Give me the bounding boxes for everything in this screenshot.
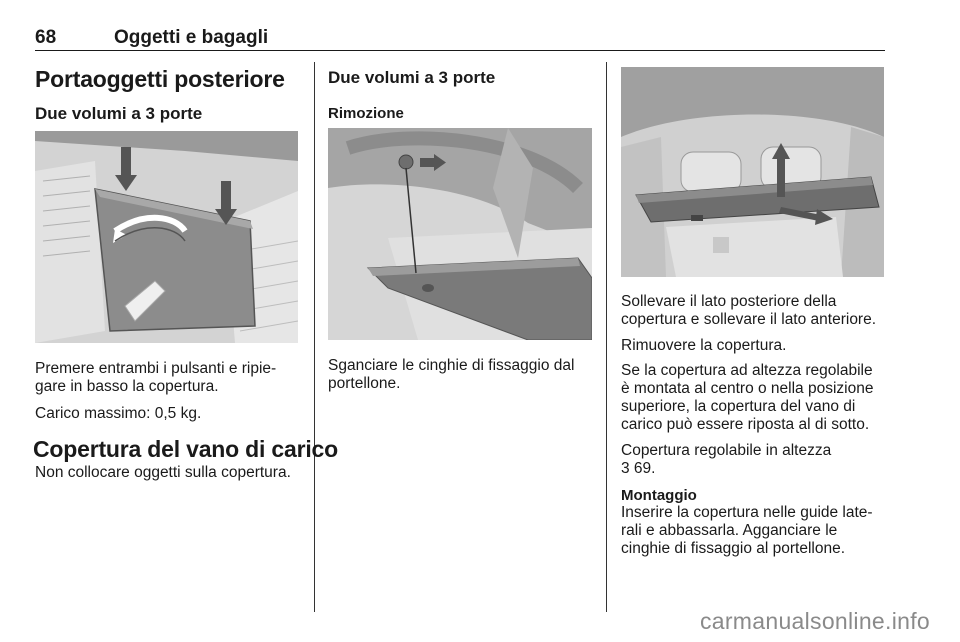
section-title: Oggetti e bagagli (114, 27, 269, 48)
paragraph-line: Sollevare il lato posteriore della (621, 293, 837, 310)
caption-line: Premere entrambi i pulsanti e ripie- (35, 360, 277, 377)
paragraph-line: superiore, la copertura del vano di (621, 398, 856, 415)
column-divider (606, 62, 607, 612)
watermark-link[interactable]: carmanualsonline.info (699, 608, 930, 634)
caption-line: gare in basso la copertura. (35, 378, 219, 395)
subsection-title: Due volumi a 3 porte (35, 104, 203, 123)
figure-removal (328, 128, 592, 340)
paragraph-line: copertura e sollevare il lato anteriore. (621, 311, 877, 328)
section-heading: Copertura del vano di carico (33, 436, 338, 462)
paragraph-line: rali e abbassarla. Agganciare le (621, 522, 838, 539)
paragraph: Rimuovere la copertura. (621, 337, 787, 354)
paragraph-line: Se la copertura ad altezza regolabile (621, 362, 873, 379)
paragraph: Non collocare oggetti sulla copertura. (35, 464, 291, 481)
paragraph-line: Inserire la copertura nelle guide late- (621, 504, 873, 521)
paragraph-line: Copertura regolabile in altezza (621, 442, 832, 459)
subheading-removal: Rimozione (328, 105, 404, 122)
page-title: Portaoggetti posteriore (35, 66, 285, 92)
page-reference-link[interactable]: 3 69. (621, 460, 656, 477)
figure-rear-shelf (35, 131, 298, 343)
caption-line: portellone. (328, 375, 401, 392)
subheading-assembly: Montaggio (621, 487, 697, 504)
max-load-text: Carico massimo: 0,5 kg. (35, 405, 202, 422)
subsection-title: Due volumi a 3 porte (328, 68, 496, 87)
paragraph-line: è montata al centro o nella posizione (621, 380, 874, 397)
column-divider (314, 62, 315, 612)
header-rule (35, 50, 885, 51)
paragraph-line: carico può essere riposta al di sotto. (621, 416, 870, 433)
paragraph-line: cinghie di fissaggio al portellone. (621, 540, 846, 557)
caption-line: Sganciare le cinghie di fissaggio dal (328, 357, 575, 374)
page-number: 68 (35, 27, 57, 48)
figure-cover (621, 67, 884, 277)
